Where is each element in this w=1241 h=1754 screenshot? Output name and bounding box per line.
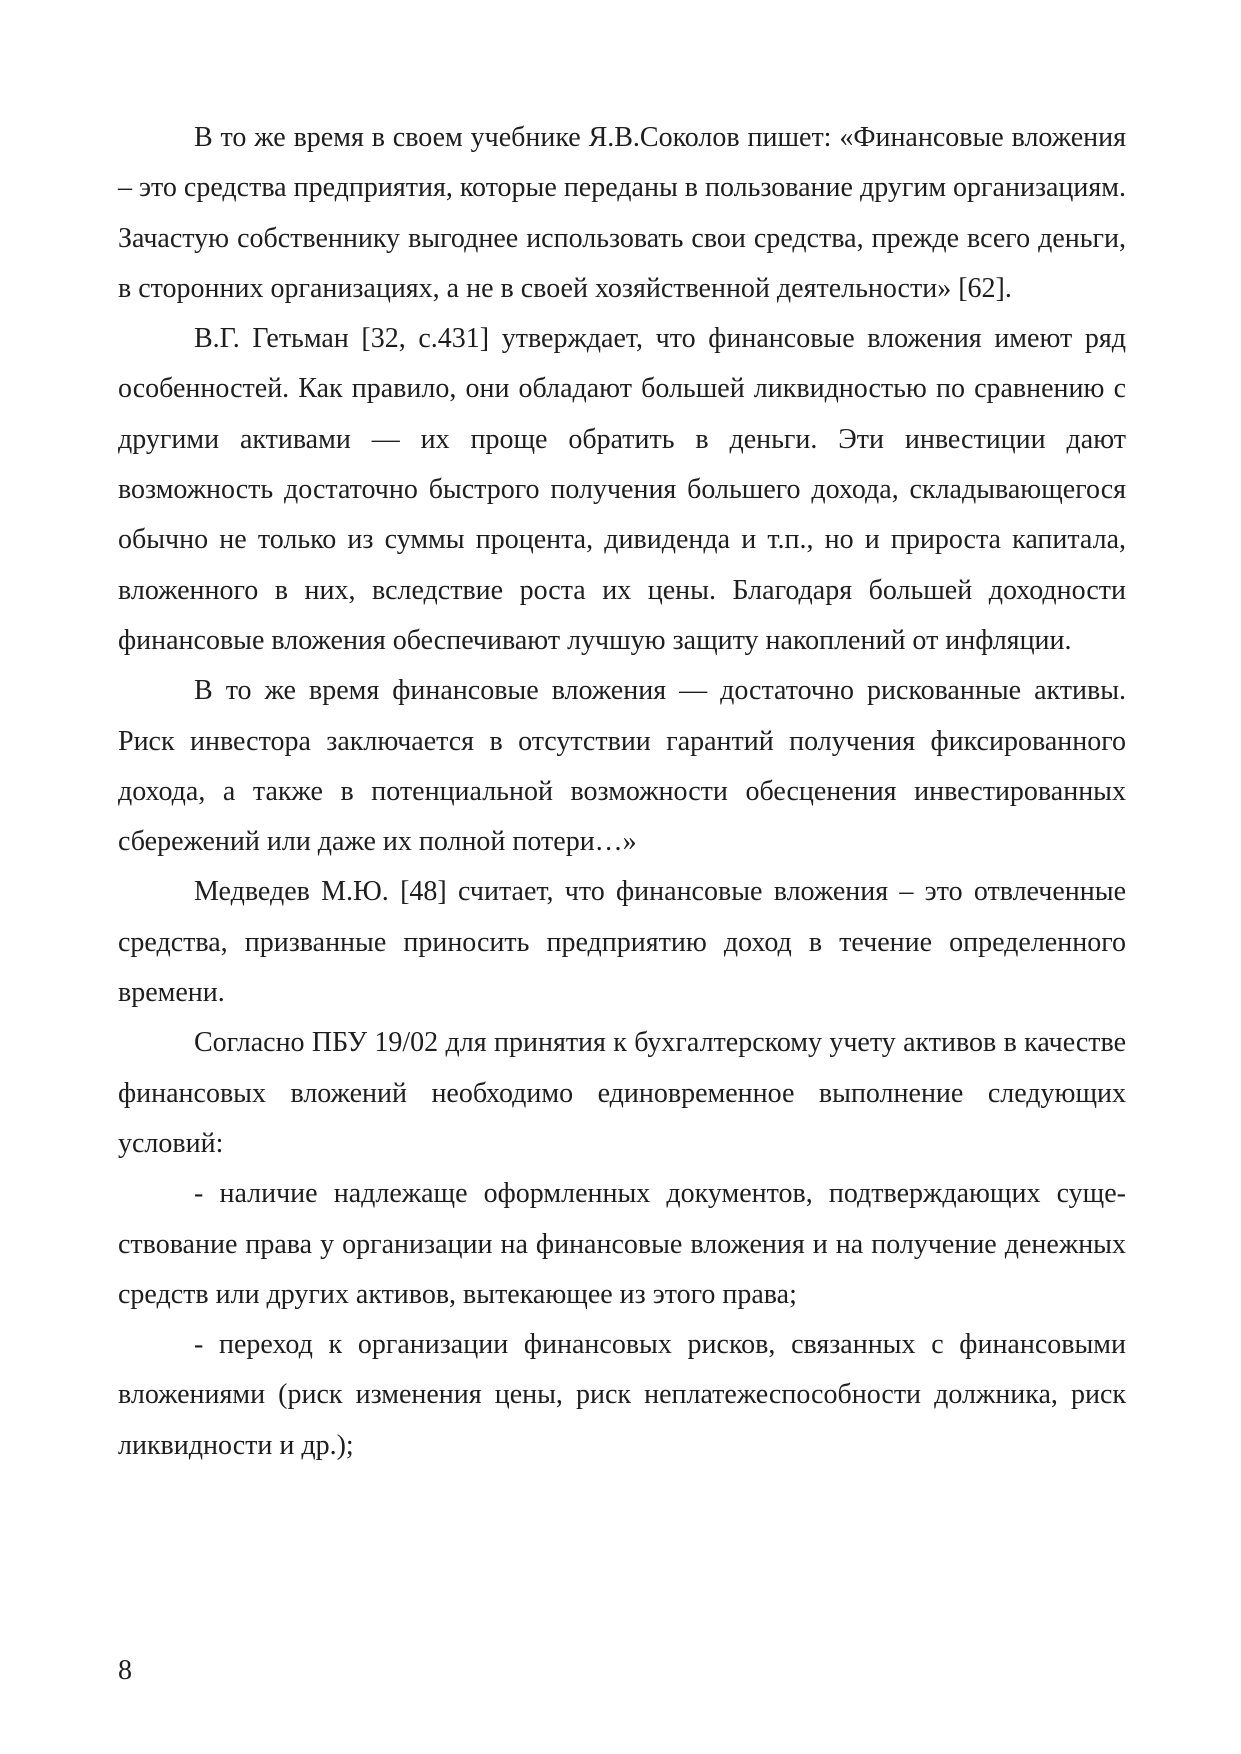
list-item-risks: - переход к организации финансовых рисков, связанных с финансовыми вложениями (риск изменения цены, риск неплатежеспособности должника, риск ликвидности и др.); — [118, 1329, 1126, 1461]
paragraph-medvedev: Медведев М.Ю. [48] считает, что финансовые вложения – это отвлеченные средства, призванные приносить предприятию доход в течение определенного времени. — [118, 876, 1126, 1009]
paragraph-sokolov-quote: В то же время в своем учебнике Я.В.Соколов пишет: «Финансовые вложения – это средства предприятия, которые переданы в пользование другим организациям. Зачастую собственнику выгоднее использовать свои средства, прежде всего деньги, в сторонних организациях, а не в своей хозяйственной деятельности» [62]. — [118, 122, 1126, 304]
list-item-documents: - наличие надлежаще оформленных документов, подтверждающих существование права у организации на финансовые вложения и на получение денежных средств или других активов, вытекающее из этого права; — [118, 1178, 1126, 1310]
paragraph-getman: В.Г. Гетьман [32, с.431] утверждает, что финансовые вложения имеют ряд особенностей. Как правило, они обладают большей ликвидностью по сравнению с другими активами — их проще обратить в деньги. Эти инвестиции дают возможность достаточно быстрого получения большего дохода, складывающегося обычно не только из суммы процента, дивиденда и т.п., но и прироста капитала, вложенного в них, вследствие роста их цены. Благодаря большей доходности финансовые вложения обеспечивают лучшую защиту накоплений от инфляции. — [118, 323, 1126, 656]
page-number: 8 — [118, 1655, 132, 1686]
paragraph-risk: В то же время финансовые вложения — достаточно рискованные активы. Риск инвестора заключается в отсутствии гарантий получения фиксированного дохода, а также в потенциальной возможности обесценения инвестированных сбережений или даже их полной потери…» — [118, 675, 1126, 858]
paragraph-pbu: Согласно ПБУ 19/02 для принятия к бухгалтерскому учету активов в качестве финансовых вложений необходимо единовременное выполнение следующих условий: — [118, 1027, 1126, 1159]
document-body — [118, 113, 1126, 1471]
